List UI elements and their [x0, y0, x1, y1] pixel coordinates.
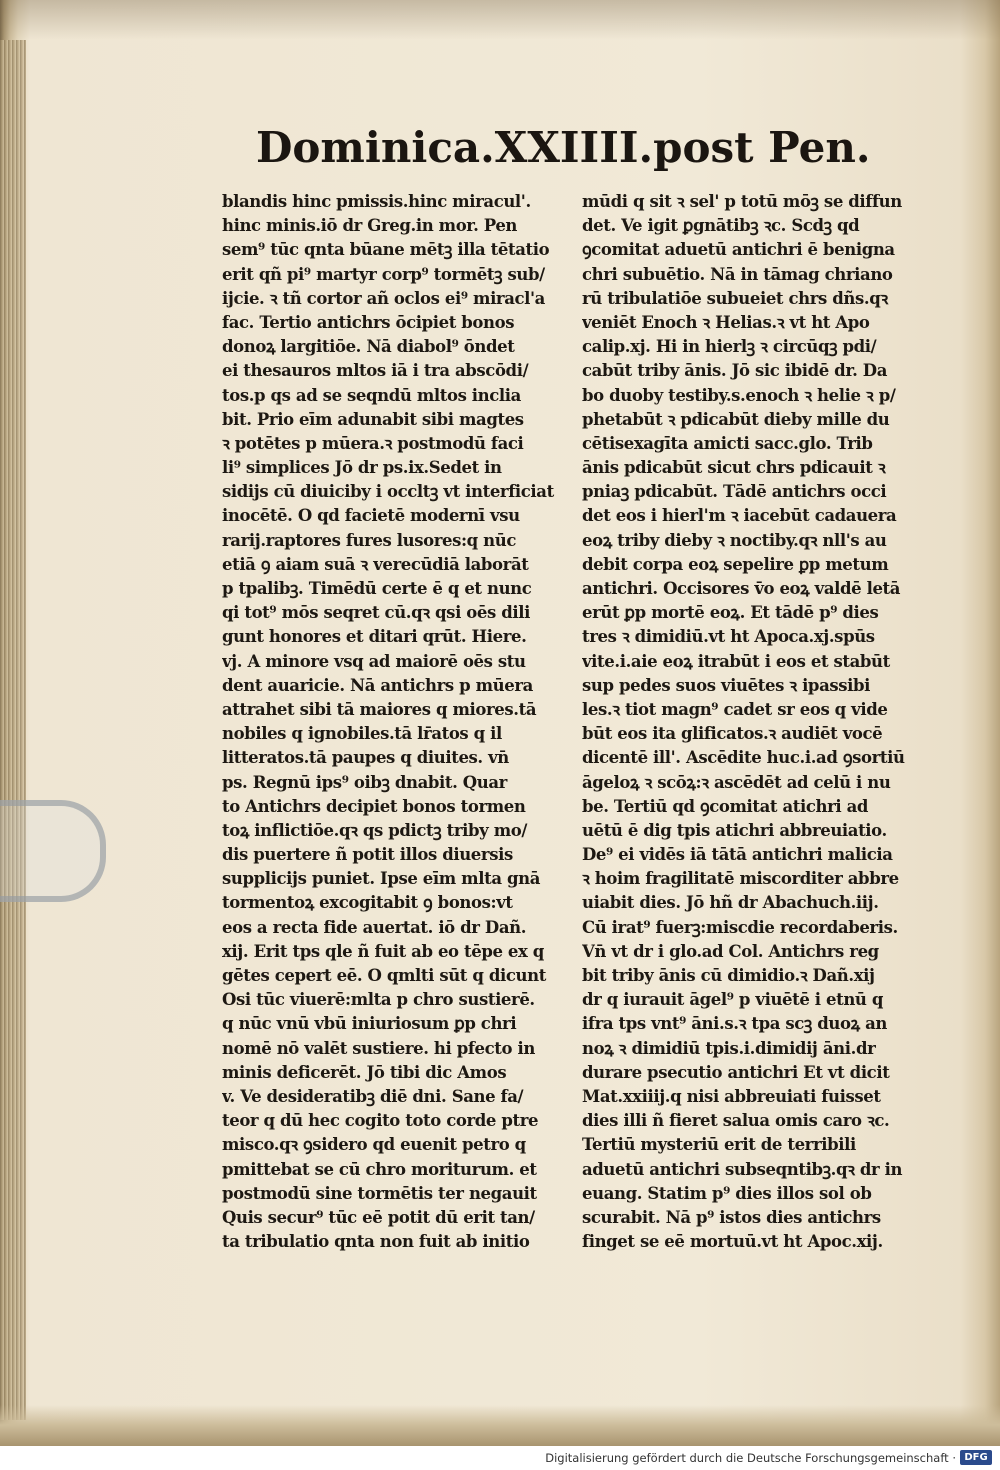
- page-shadow: [0, 0, 1000, 40]
- text-line: litteratos.tā paupes q diuites. vn̄: [222, 748, 509, 768]
- text-line: gunt honores et ditari qrūt. Hiere.: [222, 627, 527, 647]
- text-line: ifra tps vnt⁹ āni.s.ꝛ tpa scꝫ duoꝝ an: [582, 1014, 887, 1034]
- text-line: euang. Statim p⁹ dies illos sol ob: [582, 1183, 872, 1203]
- text-line: xij. Erit tps qle ñ fuit ab eo tēpe ex q: [222, 941, 544, 961]
- text-line: les.ꝛ tiot magn⁹ cadet sr eos q vide: [582, 699, 888, 719]
- text-line: tres ꝛ dimidiū.vt ht Apoca.xj.spūs: [582, 627, 875, 647]
- text-line: teor q dū hec cogito toto corde ptre: [222, 1111, 539, 1131]
- text-line: postmodū sine tormētis ter negauit: [222, 1183, 537, 1203]
- text-line: dis puertere ñ potit illos diuersis: [222, 845, 513, 865]
- text-line: vite.i.aie eoꝝ itrabūt i eos et stabūt: [582, 651, 890, 671]
- text-line: De⁹ ei vidēs iā tātā antichri malicia: [582, 845, 893, 865]
- page-header: Dominica.XXIIII.post Pen.: [256, 123, 871, 172]
- plastic-clip: [0, 800, 106, 902]
- text-line: toꝝ inflictiōe.qꝛ qs pdictꝫ triby mo/: [222, 820, 527, 840]
- text-line: ijcie. ꝛ tñ cortor añ oclos ei⁹ miracl'a: [222, 288, 545, 308]
- text-line: gētes cepert eē. O qmlti sūt q dicunt: [222, 966, 546, 985]
- text-line: Quis secur⁹ tūc eē potit dū erit tan/: [222, 1207, 535, 1227]
- text-line: vj. A minore vsq ad maiorē oēs stu: [222, 651, 526, 671]
- text-line: hinc minis.iō dr Greg.in mor. Pen: [222, 216, 518, 236]
- text-line: rū tribulatiōe subueiet chrs dñs.qꝛ: [582, 288, 888, 308]
- text-line: q nūc vnū vbū iniuriosum ꝑp chri: [222, 1014, 517, 1034]
- text-line: nobiles q ignobiles.tā lr̄atos q il: [222, 724, 502, 744]
- digitization-credit: Digitalisierung gefördert durch die Deutsche Forschungsgemeinschaft ·: [545, 1451, 956, 1465]
- text-line: erit qñ pi⁹ martyr corp⁹ tormētꝫ sub/: [222, 264, 545, 284]
- text-line: v. Ve desideratibꝫ diē dni. Sane fa/: [222, 1086, 524, 1106]
- text-line: supplicijs puniet. Ipse eīm mlta gnā: [222, 869, 540, 889]
- text-line: bit. Prio eīm adunabit sibi magtes: [222, 409, 524, 429]
- text-line: p tpalibꝫ. Timēdū certe ē q et nunc: [222, 579, 532, 598]
- text-line: tormentoꝝ excogitabit ꝯ bonos:vt: [222, 893, 513, 913]
- text-line: nomē nō valēt sustiere. hi pfecto in: [222, 1038, 535, 1058]
- text-line: be. Tertiū qd ꝯcomitat atichri ad: [582, 796, 869, 816]
- text-line: dicentē ill'. Ascēdite huc.i.ad ꝯsortiū: [582, 748, 905, 768]
- text-line: erūt ꝑp mortē eoꝝ. Et tādē p⁹ dies: [582, 603, 879, 623]
- text-line: qi tot⁹ mōs seqret cū.qꝛ qsi oēs dili: [222, 603, 530, 623]
- text-line: sem⁹ tūc qnta būane mētꝫ illa tētatio: [222, 240, 550, 260]
- text-line: uētū ē dig tpis atichri abbreuiatio.: [582, 820, 887, 840]
- text-line: pmittebat se cū chro moriturum. et: [222, 1159, 537, 1179]
- text-line: durare psecutio antichri Et vt dicit: [582, 1062, 890, 1082]
- text-line: li⁹ simplices Jō dr ps.ix.Sedet in: [222, 458, 502, 478]
- text-line: Osi tūc viuerē:mlta p chro sustierē.: [222, 990, 535, 1010]
- text-line: ꝛ potētes p mūera.ꝛ postmodū faci: [222, 433, 524, 453]
- text-line: bo duoby testiby.s.enoch ꝛ helie ꝛ p/: [582, 385, 896, 405]
- text-line: tos.p qs ad se seqndū mltos inclia: [222, 385, 521, 405]
- text-line: eoꝝ triby dieby ꝛ noctiby.qꝛ nll's au: [582, 530, 887, 550]
- text-line: dr q iurauit āgel⁹ p viuētē i etnū q: [582, 990, 884, 1010]
- text-line: ta tribulatio qnta non fuit ab initio: [222, 1232, 530, 1252]
- text-line: ānis pdicabūt sicut chrs pdicauit ꝛ: [582, 458, 886, 478]
- text-line: rarij.raptores fures lusores:q nūc: [222, 530, 517, 550]
- text-line: Tertiū mysteriū erit de terribili: [582, 1135, 856, 1155]
- text-line: āgeloꝝ ꝛ scōꝝ:ꝛ ascēdēt ad celū i nu: [582, 772, 891, 792]
- text-line: donoꝝ largitiōe. Nā diabol⁹ ōndet: [222, 337, 515, 357]
- text-line: det eos i hierl'm ꝛ iacebūt cadauera: [582, 506, 897, 526]
- text-line: attrahet sibi tā maiores q miores.tā: [222, 699, 537, 719]
- text-line: finget se eē mortuū.vt ht Apoc.xij.: [582, 1232, 883, 1252]
- dfg-logo: DFG: [960, 1450, 992, 1465]
- left-text-column: [222, 190, 568, 1254]
- text-line: dent auaricie. Nā antichrs p mūera: [222, 675, 533, 695]
- text-line: ps. Regnū ips⁹ oibꝫ dnabit. Quar: [222, 772, 507, 792]
- text-line: misco.qꝛ ꝯsidero qd euenit petro q: [222, 1135, 526, 1155]
- text-line: eos a recta fide auertat. iō dr Dañ.: [222, 917, 527, 937]
- text-line: veniēt Enoch ꝛ Helias.ꝛ vt ht Apo: [582, 312, 870, 332]
- text-line: blandis hinc pmissis.hinc miracul'.: [222, 192, 531, 211]
- text-line: Cū irat⁹ fuerꝫ:miscdie recordaberis.: [582, 917, 898, 937]
- text-line: uiabit dies. Jō hñ dr Abachuch.iij.: [582, 893, 879, 913]
- text-line: phetabūt ꝛ pdicabūt dieby mille du: [582, 409, 890, 429]
- text-line: dies illi ñ fieret salua omis caro ꝛc.: [582, 1111, 890, 1131]
- text-line: minis deficerēt. Jō tibi dic Amos: [222, 1062, 507, 1082]
- text-line: būt eos ita glificatos.ꝛ audiēt vocē: [582, 724, 883, 744]
- text-line: sidijs cū diuiciby i occltꝫ vt interficiat: [222, 482, 554, 502]
- text-line: debit corpa eoꝝ sepelire ꝑp metum: [582, 554, 889, 574]
- text-line: aduetū antichri subseqntibꝫ.qꝛ dr in: [582, 1159, 903, 1179]
- text-line: det. Ve igit ꝑgnātibꝫ ꝛc. Scdꝫ qd: [582, 216, 860, 236]
- text-line: antichri. Occisores v̄o eoꝝ valdē letā: [582, 579, 901, 598]
- text-line: cētisexagīta amicti sacc.glo. Trib: [582, 433, 873, 453]
- text-line: ei thesauros mltos iā i tra abscōdi/: [222, 361, 529, 381]
- page-edges-bottom: [0, 1405, 1000, 1446]
- text-line: scurabit. Nā p⁹ istos dies antichrs: [582, 1207, 881, 1227]
- text-line: mūdi q sit ꝛ sel' p totū mōꝫ se diffun: [582, 192, 902, 211]
- text-line: chri subuētio. Nā in tāmag chriano: [582, 264, 893, 284]
- text-line: pniaꝫ pdicabūt. Tādē antichrs occi: [582, 482, 887, 502]
- text-line: cabūt triby ānis. Jō sic ibidē dr. Da: [582, 361, 887, 381]
- text-line: calip.xj. Hi in hierlꝫ ꝛ circūqꝫ pdi/: [582, 337, 877, 357]
- text-line: ꝯcomitat aduetū antichri ē benigna: [582, 240, 895, 260]
- text-line: sup pedes suos viuētes ꝛ ipassibi: [582, 675, 871, 695]
- right-text-column: [582, 190, 928, 1254]
- text-line: ꝛ hoim fragilitatē miscorditer abbre: [582, 869, 899, 889]
- text-line: bit triby ānis cū dimidio.ꝛ Dañ.xij: [582, 966, 875, 985]
- page-edges-left: [0, 40, 26, 1420]
- text-line: inocētē. O qd facietē modernī vsu: [222, 506, 520, 526]
- text-line: noꝝ ꝛ dimidiū tpis.i.dimidij āni.dr: [582, 1038, 876, 1058]
- text-line: Vn̄ vt dr i glo.ad Col. Antichrs reg: [582, 941, 879, 961]
- text-line: Mat.xxiiij.q nisi abbreuiati fuisset: [582, 1086, 881, 1106]
- text-line: to Antichrs decipiet bonos tormen: [222, 796, 526, 816]
- text-line: fac. Tertio antichrs ōcipiet bonos: [222, 312, 515, 332]
- text-line: etiā ꝯ aiam suā ꝛ verecūdiā laborāt: [222, 554, 529, 574]
